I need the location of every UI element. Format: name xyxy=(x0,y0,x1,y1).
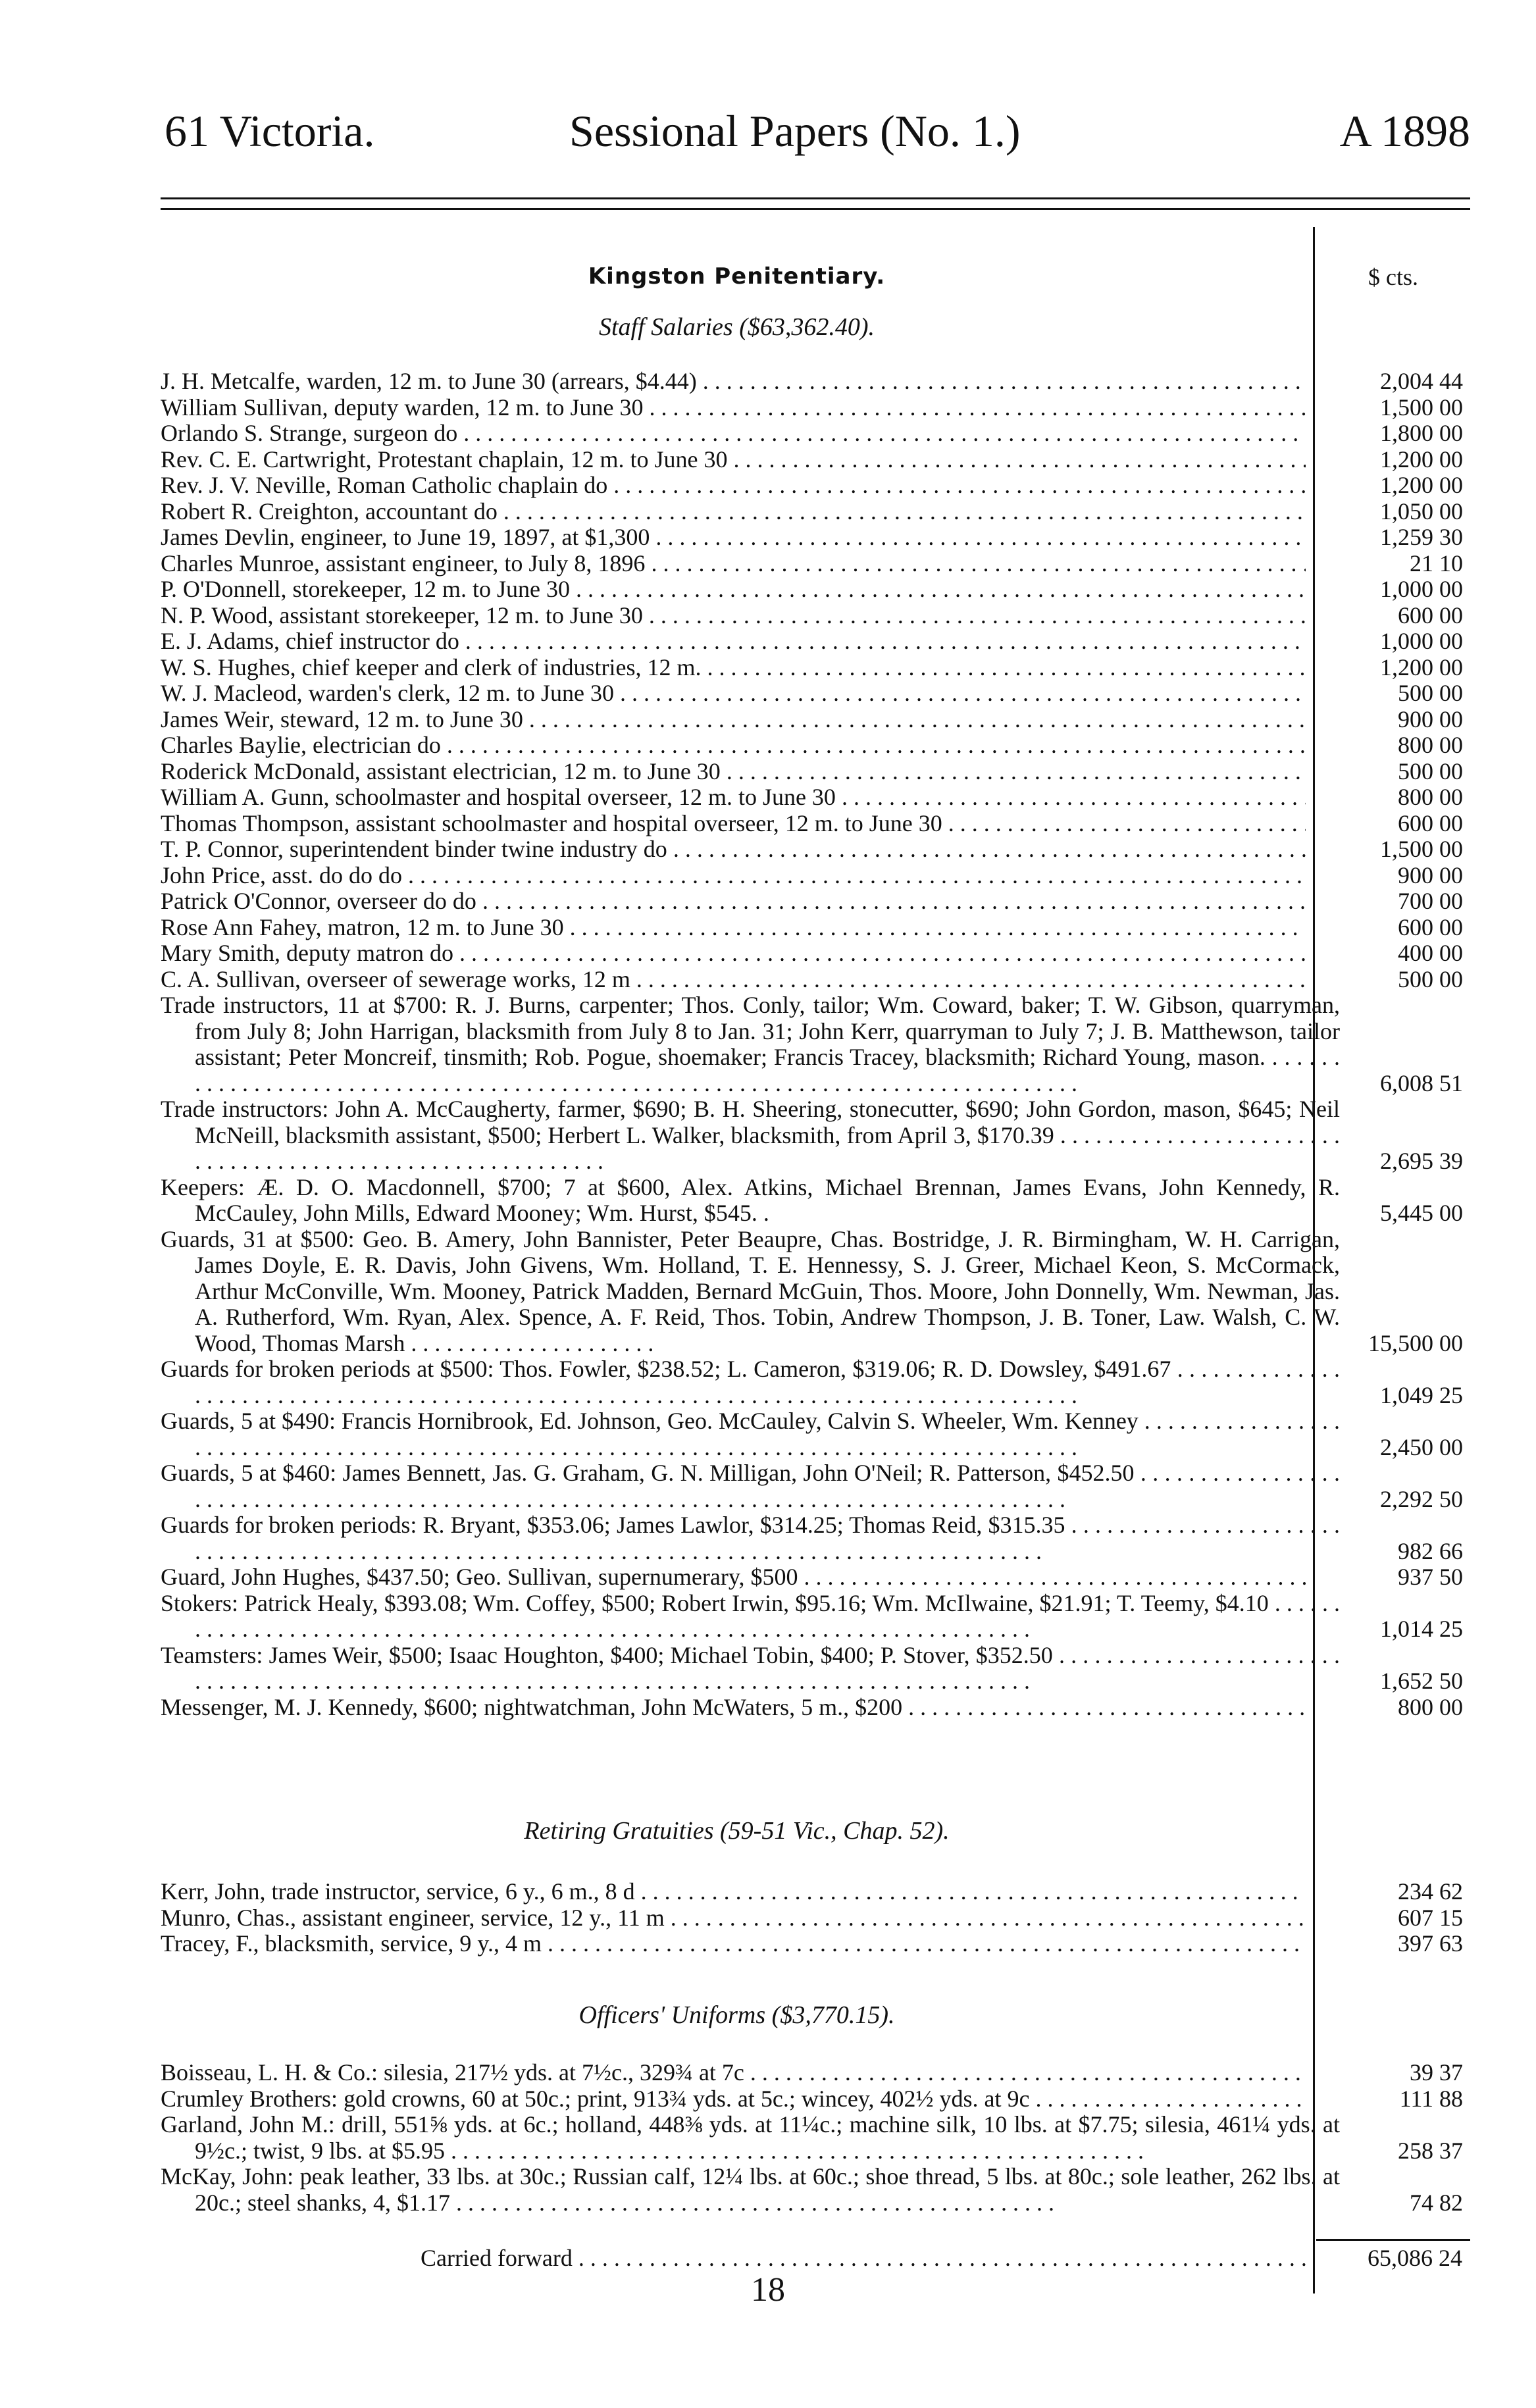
ledger-entry xyxy=(161,1175,1499,1227)
entry-description: Charles Baylie, electrician do . . . xyxy=(161,732,1306,759)
entry-amount: 800 00 xyxy=(1398,784,1463,810)
entry-description: Teamsters: James Weir, $500; Isaac Houghton, $400; Michael Tobin, $400; P. Stover, $352.50 . . . . . . . . . . . . . . . . . . . . . . . . . . . . . . . . . . . . . . . . . . . . . . . . . . . . . . . . . . . . . . . . . . . . . . . . . . . . . . . . . . . . . . . . . . . . . . . xyxy=(161,1641,1340,1694)
entry-description: Guards, 5 at $490: Francis Hornibrook, Ed. Johnson, Geo. McCauley, Calvin S. Wheeler, Wm. Kenney . . . . . . . . . . . . . . . . . . . . . . . . . . . . . . . . . . . . . . . . . . . . . . . . . . . . . . . . . . . . . . . . . . . . . . . . . . . . . . . . . . . . . . . . . . . . xyxy=(161,1408,1340,1460)
ledger-entry xyxy=(161,1591,1499,1643)
ledger-entry xyxy=(161,1931,1499,1957)
ledger-entry xyxy=(161,1227,1499,1357)
entry-amount: 1,800 00 xyxy=(1380,420,1463,446)
entry-amount: 1,259 30 xyxy=(1380,524,1463,550)
ledger-entry xyxy=(161,888,1499,915)
carried-forward-label: Carried forward . . . xyxy=(161,2244,1306,2272)
ledger-entry xyxy=(161,499,1499,525)
ledger-entry xyxy=(161,732,1499,759)
entry-description: Stokers: Patrick Healy, $393.08; Wm. Coffey, $500; Robert Irwin, $95.16; Wm. McIlwaine, $21.91; T. Teemy, $4.10 . . . . . . . . . . . . . . . . . . . . . . . . . . . . . . . . . . . . . . . . . . . . . . . . . . . . . . . . . . . . . . . . . . . . . . . . . . . . . xyxy=(161,1589,1340,1642)
currency-heading: $ cts. xyxy=(1368,264,1418,290)
ledger-entry xyxy=(161,759,1499,785)
entry-amount: 1,000 00 xyxy=(1380,628,1463,654)
entry-description: Robert R. Creighton, accountant do . . . xyxy=(161,499,1306,525)
ledger-entry xyxy=(161,1564,1499,1591)
ledger-entry xyxy=(161,1905,1499,1932)
ledger-entry xyxy=(161,525,1499,551)
entry-description: McKay, John: peak leather, 33 lbs. at 30c.; Russian calf, 12¼ lbs. at 60c.; shoe thread, 5 lbs. at 80c.; sole leather, 262 lbs. at 20c.; steel shanks, 4, $1.17 . . . . . . . . . . . . . . . . . . . . . . . . . . . . . . . . . . . . . . . . . . . . . . . . . . . xyxy=(161,2163,1340,2216)
entry-amount: 800 00 xyxy=(1398,732,1463,758)
section-title: Kingston Penitentiary. xyxy=(588,263,886,290)
entry-amount: 400 00 xyxy=(1398,940,1463,966)
ledger-entry xyxy=(161,2086,1499,2113)
entry-description: William Sullivan, deputy warden, 12 m. to June 30 . . . xyxy=(161,395,1306,421)
entry-description: Garland, John M.: drill, 551⅝ yds. at 6c.; holland, 448⅜ yds. at 11¼c.; machine silk, 10 lbs. at $7.75; silesia, 461¼ yds. at 9½c.; twist, 9 lbs. at $5.95 . . . . . . . . . . . . . . . . . . . . . . . . . . . . . . . . . . . . . . . . . . . . . . . . . . . . . . . . . . . xyxy=(161,2111,1340,2164)
entry-description: W. S. Hughes, chief keeper and clerk of industries, 12 m. . . . xyxy=(161,655,1306,681)
ledger-entry xyxy=(161,707,1499,733)
ledger-entry xyxy=(161,473,1499,499)
entry-amount: 15,500 00 xyxy=(1368,1329,1463,1356)
entry-description: Guards, 31 at $500: Geo. B. Amery, John Bannister, Peter Beaupre, Chas. Bostridge, J. R. Birmingham, W. H. Carrigan, James Doyle, E. R. Davis, John Givens, Wm. Holland, T. E. Hennessy, S. J. Greer, Michael Keon, S. McCormack, Arthur McConville, Wm. Mooney, Patrick Madden, Bernard McGuin, Thos. Moore, John Donnelly, Wm. Newman, Jas. A. Rutherford, Wm. Ryan, Alex. Spence, A. F. Reid, Thos. Tobin, Andrew Thompson, J. B. Toner, Law. Walsh, C. W. Wood, Thomas Marsh . . . . . . . . . . . . . . . . . . . . . xyxy=(161,1225,1340,1356)
ledger-entry xyxy=(161,628,1499,655)
ledger-entry xyxy=(161,863,1499,889)
entry-amount: 607 15 xyxy=(1398,1904,1463,1931)
ledger-entry xyxy=(161,940,1499,967)
entry-description: Patrick O'Connor, overseer do do . . . xyxy=(161,888,1306,915)
ledger-entry xyxy=(161,551,1499,577)
entry-amount: 600 00 xyxy=(1398,809,1463,836)
entry-description: Rose Ann Fahey, matron, 12 m. to June 30 . . . xyxy=(161,915,1306,941)
entry-description: E. J. Adams, chief instructor do . . . xyxy=(161,628,1306,655)
ledger-entry xyxy=(161,2164,1499,2216)
ledger-entry xyxy=(161,1460,1499,1512)
ledger-entry xyxy=(161,576,1499,603)
entry-amount: 1,652 50 xyxy=(1380,1668,1463,1694)
entry-description: Boisseau, L. H. & Co.: silesia, 217½ yds. at 7½c., 329¾ at 7c . . . xyxy=(161,2060,1306,2086)
section-subtitle: Officers' Uniforms ($3,770.15). xyxy=(578,2001,895,2029)
entry-amount: 500 00 xyxy=(1398,757,1463,784)
entry-amount: 1,200 00 xyxy=(1380,446,1463,473)
ledger-entry xyxy=(161,784,1499,811)
entry-amount: 1,050 00 xyxy=(1380,498,1463,525)
entry-amount: 1,049 25 xyxy=(1380,1381,1463,1408)
entry-amount: 500 00 xyxy=(1398,680,1463,706)
entry-description: Charles Munroe, assistant engineer, to July 8, 1896 . . . xyxy=(161,551,1306,577)
ledger-entry xyxy=(161,992,1499,1096)
ledger-entry xyxy=(161,369,1499,395)
entry-description: Messenger, M. J. Kennedy, $600; nightwatchman, John McWaters, 5 m., $200 . . . xyxy=(161,1695,1306,1721)
entry-amount: 600 00 xyxy=(1398,602,1463,628)
entry-amount: 937 50 xyxy=(1398,1564,1463,1590)
ledger-entry xyxy=(161,1096,1499,1175)
entry-amount: 500 00 xyxy=(1398,965,1463,992)
entry-amount: 1,200 00 xyxy=(1380,472,1463,498)
entry-description: Crumley Brothers: gold crowns, 60 at 50c.; print, 913¾ yds. at 5c.; wincey, 402½ yds. at 9c . . . . . xyxy=(161,2086,1306,2113)
ledger-entry xyxy=(161,603,1499,629)
entry-description: James Weir, steward, 12 m. to June 30 . . . xyxy=(161,707,1306,733)
entry-amount: 982 66 xyxy=(1398,1537,1463,1564)
entry-amount: 39 37 xyxy=(1410,2059,1463,2086)
officers-uniforms-list xyxy=(161,2060,1499,2216)
ledger-entry xyxy=(161,1512,1499,1564)
carried-forward-row xyxy=(161,2244,1470,2272)
entry-amount: 397 63 xyxy=(1398,1930,1463,1957)
entry-amount: 111 88 xyxy=(1399,2085,1463,2112)
entry-amount: 2,450 00 xyxy=(1380,1433,1463,1460)
ledger-entry xyxy=(161,1408,1499,1460)
entry-description: William A. Gunn, schoolmaster and hospital overseer, 12 m. to June 30 . . . xyxy=(161,784,1306,811)
ledger-entry xyxy=(161,915,1499,941)
entry-amount: 21 10 xyxy=(1410,550,1463,576)
header-rule-bottom xyxy=(161,208,1470,210)
entry-amount: 900 00 xyxy=(1398,705,1463,732)
header-title: Sessional Papers (No. 1.) xyxy=(569,106,1021,156)
entry-description: Guards, 5 at $460: James Bennett, Jas. G. Graham, G. N. Milligan, John O'Neil; R. Patterson, $452.50 . . . . . . . . . . . . . . . . . . . . . . . . . . . . . . . . . . . . . . . . . . . . . . . . . . . . . . . . . . . . . . . . . . . . . . . . . . . . . . . . . . . . . . . . . . . xyxy=(161,1460,1340,1512)
entry-description: Orlando S. Strange, surgeon do . . . xyxy=(161,421,1306,447)
entry-amount: 5,445 00 xyxy=(1380,1200,1463,1226)
entry-amount: 600 00 xyxy=(1398,913,1463,940)
entry-description: Guard, John Hughes, $437.50; Geo. Sullivan, supernumerary, $500 . . . xyxy=(161,1564,1306,1591)
ledger-entry xyxy=(161,2112,1499,2164)
ledger-entry xyxy=(161,1643,1499,1695)
entry-description: James Devlin, engineer, to June 19, 1897, at $1,300 . . . xyxy=(161,525,1306,551)
entry-description: C. A. Sullivan, overseer of sewerage works, 12 m . . . xyxy=(161,967,1306,993)
entry-description: Guards for broken periods: R. Bryant, $353.06; James Lawlor, $314.25; Thomas Reid, $315.35 . . . . . . . . . . . . . . . . . . . . . . . . . . . . . . . . . . . . . . . . . . . . . . . . . . . . . . . . . . . . . . . . . . . . . . . . . . . . . . . . . . . . . . . . . . . . . . . xyxy=(161,1512,1340,1564)
entry-amount: 74 82 xyxy=(1410,2189,1463,2216)
header-volume: 61 Victoria. xyxy=(165,106,375,156)
entry-description: Thomas Thompson, assistant schoolmaster and hospital overseer, 12 m. to June 30 . . . xyxy=(161,811,1306,837)
ledger-entry xyxy=(161,1695,1499,1721)
ledger-entry xyxy=(161,655,1499,681)
entry-amount: 2,292 50 xyxy=(1380,1485,1463,1512)
entry-amount: 234 62 xyxy=(1398,1878,1463,1905)
entry-description: Tracey, F., blacksmith, service, 9 y., 4 m . . . xyxy=(161,1931,1306,1957)
ledger-entry xyxy=(161,395,1499,421)
entry-amount: 2,695 39 xyxy=(1380,1148,1463,1174)
staff-salaries-list xyxy=(161,369,1499,1720)
entry-description: Munro, Chas., assistant engineer, service, 12 y., 11 m . . . xyxy=(161,1905,1306,1932)
ledger-entry xyxy=(161,447,1499,473)
entry-description: Kerr, John, trade instructor, service, 6 y., 6 m., 8 d . . . xyxy=(161,1879,1306,1905)
entry-amount: 1,200 00 xyxy=(1380,653,1463,680)
entry-description: N. P. Wood, assistant storekeeper, 12 m. to June 30 . . . xyxy=(161,603,1306,629)
total-rule xyxy=(1316,2239,1470,2241)
ledger-entry xyxy=(161,1879,1499,1905)
page-number: 18 xyxy=(751,2271,785,2309)
ledger-entry xyxy=(161,421,1499,447)
ledger-entry xyxy=(161,680,1499,707)
entry-description: Mary Smith, deputy matron do . . . xyxy=(161,940,1306,967)
entry-description: P. O'Donnell, storekeeper, 12 m. to June 30 . . . xyxy=(161,576,1306,603)
entry-description: W. J. Macleod, warden's clerk, 12 m. to June 30 . . . xyxy=(161,680,1306,707)
ledger-entry xyxy=(161,967,1499,993)
ledger-entry xyxy=(161,1356,1499,1408)
entry-description: Roderick McDonald, assistant electrician, 12 m. to June 30 . . . xyxy=(161,759,1306,785)
entry-amount: 1,500 00 xyxy=(1380,394,1463,421)
ledger-entry xyxy=(161,811,1499,837)
entry-amount: 258 37 xyxy=(1398,2137,1463,2164)
entry-amount: 900 00 xyxy=(1398,861,1463,888)
entry-description: J. H. Metcalfe, warden, 12 m. to June 30 (arrears, $4.44) . . . xyxy=(161,369,1306,395)
entry-description: Guards for broken periods at $500: Thos. Fowler, $238.52; L. Cameron, $319.06; R. D. Dowsley, $491.67 . . . . . . . . . . . . . . . . . . . . . . . . . . . . . . . . . . . . . . . . . . . . . . . . . . . . . . . . . . . . . . . . . . . . . . . . . . . . . . . . . . . . . . . . . xyxy=(161,1356,1340,1408)
entry-description: Rev. J. V. Neville, Roman Catholic chaplain do . . . xyxy=(161,473,1306,499)
section-subtitle: Retiring Gratuities (59-51 Vic., Chap. 52). xyxy=(524,1817,950,1845)
entry-amount: 1,500 00 xyxy=(1380,836,1463,862)
entry-amount: 1,014 25 xyxy=(1380,1616,1463,1642)
retiring-gratuities-list xyxy=(161,1879,1499,1957)
entry-description: Rev. C. E. Cartwright, Protestant chaplain, 12 m. to June 30 . . . xyxy=(161,447,1306,473)
header-rule-top xyxy=(161,197,1470,199)
entry-amount: 700 00 xyxy=(1398,888,1463,914)
entry-description: T. P. Connor, superintendent binder twine industry do . . . xyxy=(161,836,1306,863)
entry-description: Trade instructors, 11 at $700: R. J. Burns, carpenter; Thos. Conly, tailor; Wm. Coward, baker; T. W. Gibson, quarryman, from July 8; John Harrigan, blacksmith from July 8 to Jan. 31; John Kerr, quarryman to July 7; J. B. Matthewson, tailor assistant; Peter Moncreif, tinsmith; Rob. Pogue, shoemaker; Francis Tracey, blacksmith; Richard Young, mason. . . . . . . . . . . . . . . . . . . . . . . . . . . . . . . . . . . . . . . . . . . . . . . . . . . . . . . . . . . . . . . . . . . . . . . . . . . . . . . . . . xyxy=(161,992,1340,1096)
entry-amount: 800 00 xyxy=(1398,1693,1463,1720)
entry-amount: 6,008 51 xyxy=(1380,1069,1463,1096)
carried-forward-amount: 65,086 24 xyxy=(1368,2245,1462,2271)
entry-amount: 2,004 44 xyxy=(1380,368,1463,394)
header-year: A 1898 xyxy=(1339,106,1470,156)
entry-description: Keepers: Æ. D. O. Macdonnell, $700; 7 at $600, Alex. Atkins, Michael Brennan, James Evans, John Kennedy, R. McCauley, John Mills, Edward Mooney; Wm. Hurst, $545. . xyxy=(161,1173,1340,1226)
section-subtitle: Staff Salaries ($63,362.40). xyxy=(598,313,875,341)
entry-amount: 1,000 00 xyxy=(1380,576,1463,602)
ledger-entry xyxy=(161,2060,1499,2086)
running-header xyxy=(0,105,1536,184)
entry-description: John Price, asst. do do do . . . xyxy=(161,863,1306,889)
ledger-entry xyxy=(161,836,1499,863)
entry-description: Trade instructors: John A. McCaugherty, farmer, $690; B. H. Sheering, stonecutter, $690; John Gordon, mason, $645; Neil McNeill, blacksmith assistant, $500; Herbert L. Walker, blacksmith, from April 3, $170.39 . . . . . . . . . . . . . . . . . . . . . . . . . . . . . . . . . . . . . . . . . . . . . . . . . . . . . . . . . . . xyxy=(161,1096,1340,1174)
